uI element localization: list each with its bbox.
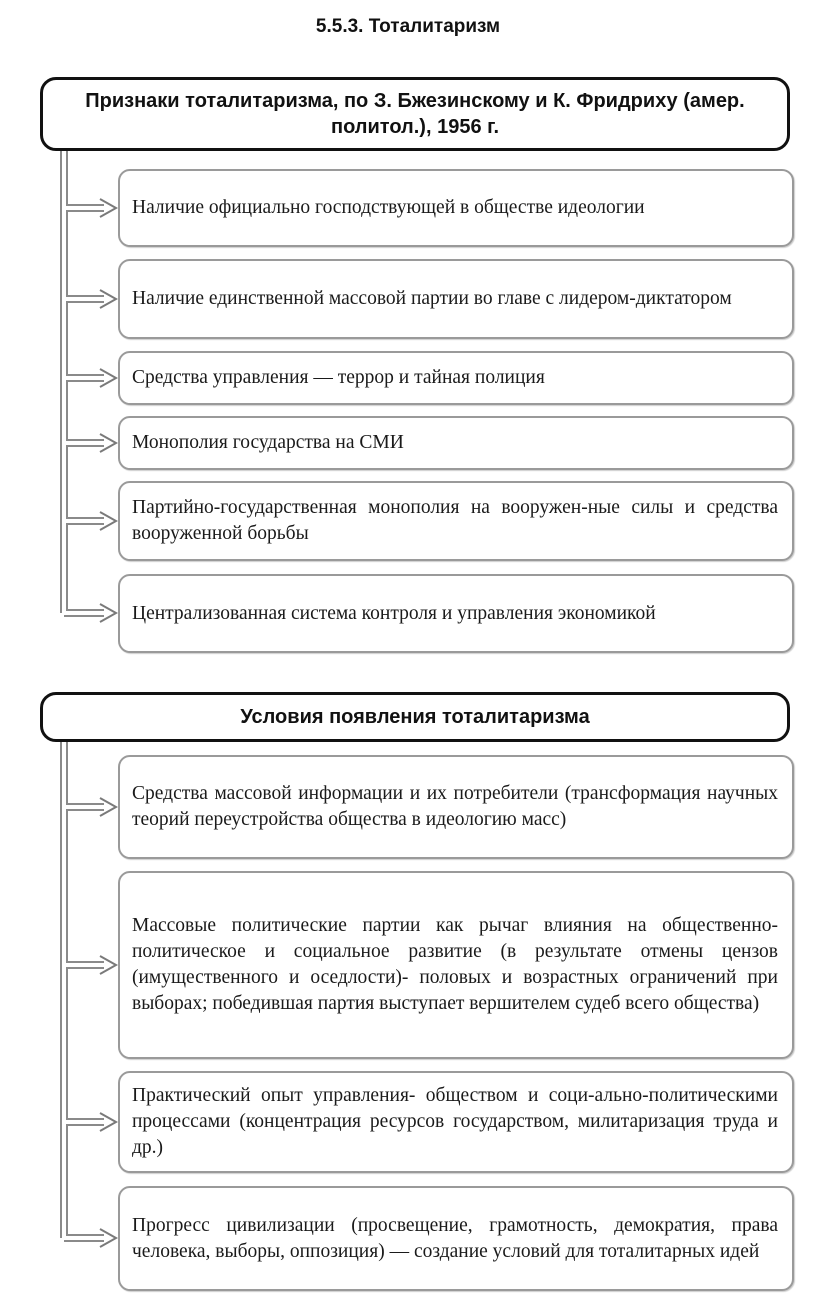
feature-item: Наличие официально господствующей в обществе идеологии xyxy=(118,169,794,247)
feature-item: Наличие единственной массовой партии во главе с лидером-диктатором xyxy=(118,259,794,339)
feature-item: Монополия государства на СМИ xyxy=(118,416,794,470)
connector-line-inner xyxy=(64,741,104,1238)
condition-item: Практический опыт управления- обществом и соци-ально-политическими процессами (концентрация ресурсов государством, милитаризация труда и др.) xyxy=(118,1071,794,1173)
condition-item: Средства массовой информации и их потребители (трансформация научных теорий переустройства общества в идеологию масс) xyxy=(118,755,794,859)
condition-item: Прогресс цивилизации (просвещение, грамотность, демократия, права человека, выборы, оппозиция) — создание условий для тоталитарных идей xyxy=(118,1186,794,1291)
feature-item: Централизованная система контроля и управления экономикой xyxy=(118,574,794,653)
section-heading-features: Признаки тоталитаризма, по З. Бжезинскому и К. Фридриху (амер. политол.), 1956 г. xyxy=(40,77,790,151)
connector-line xyxy=(64,150,104,613)
connector-line xyxy=(64,741,104,1238)
feature-item: Средства управления — террор и тайная полиция xyxy=(118,351,794,405)
page-title: 5.5.3. Тоталитаризм xyxy=(315,16,501,37)
section-heading-conditions: Условия появления тоталитаризма xyxy=(40,692,790,742)
feature-item: Партийно-государственная монополия на вооружен-ные силы и средства вооруженной борьбы xyxy=(118,481,794,561)
condition-item: Массовые политические партии как рычаг влияния на общественно-политическое и социальное развитие (в результате отмены цензов (имущественного и оседлости)- половых и возрастных ограничений при выборах; победившая партия выступает вершителем судеб всего общества) xyxy=(118,871,794,1059)
